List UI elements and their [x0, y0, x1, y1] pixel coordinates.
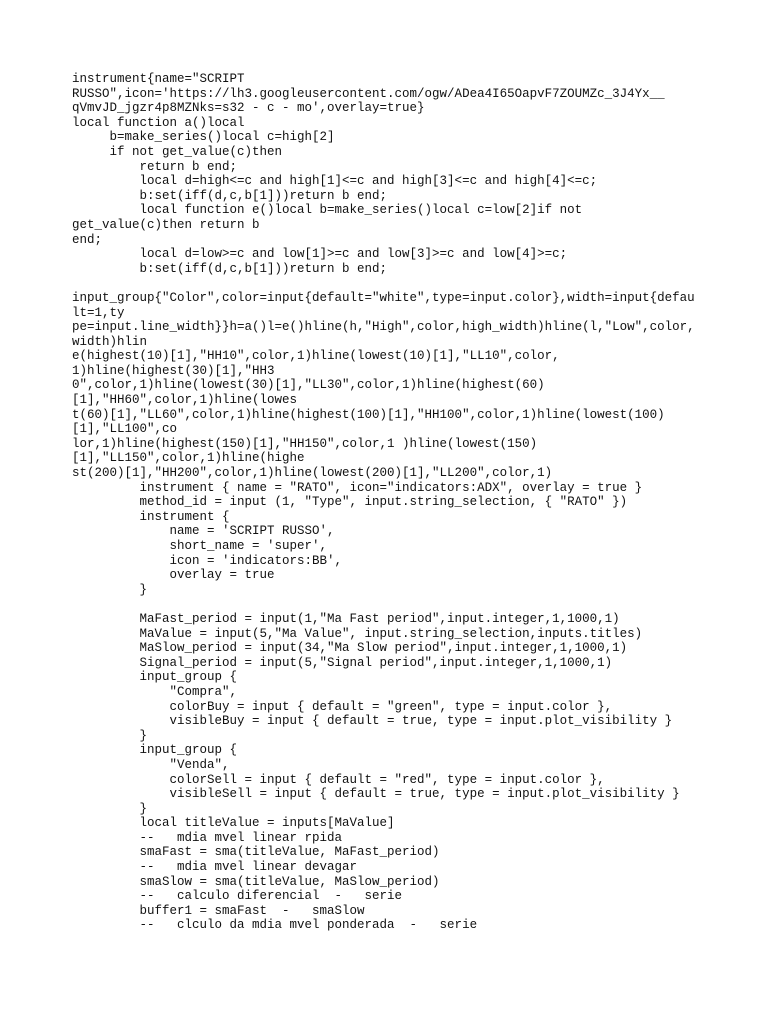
code-line: st(200)[1],"HH200",color,1)hline(lowest(200)[1],"LL200",color,1)	[72, 466, 553, 481]
code-line: }	[72, 728, 148, 743]
code-line: width)hlin	[72, 334, 148, 349]
code-line: [1],"LL100",co	[72, 422, 178, 437]
code-line: colorSell = input { default = "red", type = input.color },	[72, 772, 605, 787]
code-line: short_name = 'super',	[72, 539, 328, 553]
code-line: t(60)[1],"LL60",color,1)hline(highest(100)[1],"HH100",color,1)hline(lowest(100)	[72, 407, 665, 422]
code-line: e(highest(10)[1],"HH10",color,1)hline(lowest(10)[1],"LL10",color,	[72, 349, 560, 364]
blank-line	[72, 276, 712, 291]
code-line: if not get_value(c)then	[72, 144, 283, 159]
code-line: input_group{"Color",color=input{default="white",type=input.color},width=input{defau	[72, 290, 695, 305]
code-block-input-group-hlines	[72, 291, 712, 597]
code-line: colorBuy = input { default = "green", type = input.color },	[72, 699, 613, 714]
code-line: get_value(c)then return b	[72, 217, 260, 232]
code-line: visibleBuy = input { default = true, type = input.plot_visibility }	[72, 714, 673, 729]
code-line: local function e()local b=make_series()local c=low[2]if not	[72, 203, 583, 218]
code-line: MaFast_period = input(1,"Ma Fast period",input.integer,1,1000,1)	[72, 611, 620, 626]
code-line: visibleSell = input { default = true, type = input.plot_visibility }	[72, 787, 680, 802]
code-line: local function a()local	[72, 115, 245, 130]
code-block-instrument-functions	[72, 72, 712, 276]
code-line: return b end;	[72, 159, 238, 174]
code-line: MaSlow_period = input(34,"Ma Slow period",input.integer,1,1000,1)	[72, 641, 628, 656]
code-line: qVmvJD_jgzr4p8MZNks=s32 - c - mo',overlay=true}	[72, 101, 425, 116]
code-line: buffer1 = smaFast - smaSlow	[72, 903, 365, 918]
code-line: -- clculo da mdia mvel ponderada - serie	[72, 918, 478, 933]
code-line: pe=input.line_width}}h=a()l=e()hline(h,"High",color,high_width)hline(l,"Low",color,	[72, 320, 695, 335]
code-line: local d=low>=c and low[1]>=c and low[3]>=c and low[4]>=c;	[72, 247, 568, 262]
code-line: "Compra",	[72, 684, 238, 699]
code-line: instrument {	[72, 509, 230, 524]
code-line: name = 'SCRIPT RUSSO',	[72, 524, 335, 539]
code-line: overlay = true	[72, 568, 275, 583]
code-line: input_group {	[72, 743, 238, 758]
code-line: -- mdia mvel linear rpida	[72, 830, 343, 845]
code-line: method_id = input (1, "Type", input.string_selection, { "RATO" })	[72, 495, 628, 510]
blank-line	[72, 597, 712, 612]
code-line: smaFast = sma(titleValue, MaFast_period)	[72, 845, 440, 860]
code-line: b=make_series()local c=high[2]	[72, 130, 335, 145]
code-line: -- mdia mvel linear devagar	[72, 860, 358, 875]
code-block-moving-averages	[72, 612, 712, 933]
code-line: smaSlow = sma(titleValue, MaSlow_period)	[72, 874, 440, 889]
code-line: 0",color,1)hline(lowest(30)[1],"LL30",color,1)hline(highest(60)	[72, 378, 545, 393]
code-line: instrument{name="SCRIPT	[72, 72, 245, 86]
code-line: -- calculo diferencial - serie	[72, 889, 403, 904]
code-line: lor,1)hline(highest(150)[1],"HH150",color,1 )hline(lowest(150)	[72, 436, 538, 451]
code-line: MaValue = input(5,"Ma Value", input.string_selection,inputs.titles)	[72, 626, 643, 641]
code-line: 1)hline(highest(30)[1],"HH3	[72, 363, 275, 378]
code-line: RUSSO",icon='https://lh3.googleusercontent.com/ogw/ADea4I65OapvF7ZOUMZc_3J4Yx__	[72, 86, 665, 101]
code-line: b:set(iff(d,c,b[1]))return b end;	[72, 261, 388, 276]
code-line: instrument { name = "RATO", icon="indicators:ADX", overlay = true }	[72, 480, 643, 495]
code-line: "Venda",	[72, 757, 230, 772]
code-line: [1],"LL150",color,1)hline(highe	[72, 451, 305, 466]
code-line: lt=1,ty	[72, 305, 125, 320]
code-line: Signal_period = input(5,"Signal period",input.integer,1,1000,1)	[72, 655, 613, 670]
code-line: }	[72, 582, 148, 597]
code-line: local titleValue = inputs[MaValue]	[72, 816, 395, 831]
code-line: icon = 'indicators:BB',	[72, 553, 343, 568]
code-line: [1],"HH60",color,1)hline(lowes	[72, 393, 298, 408]
document-page	[72, 72, 712, 933]
code-line: local d=high<=c and high[1]<=c and high[3]<=c and high[4]<=c;	[72, 174, 598, 189]
code-line: }	[72, 801, 148, 816]
code-line: input_group {	[72, 670, 238, 685]
code-line: end;	[72, 232, 103, 247]
code-line: b:set(iff(d,c,b[1]))return b end;	[72, 188, 388, 203]
